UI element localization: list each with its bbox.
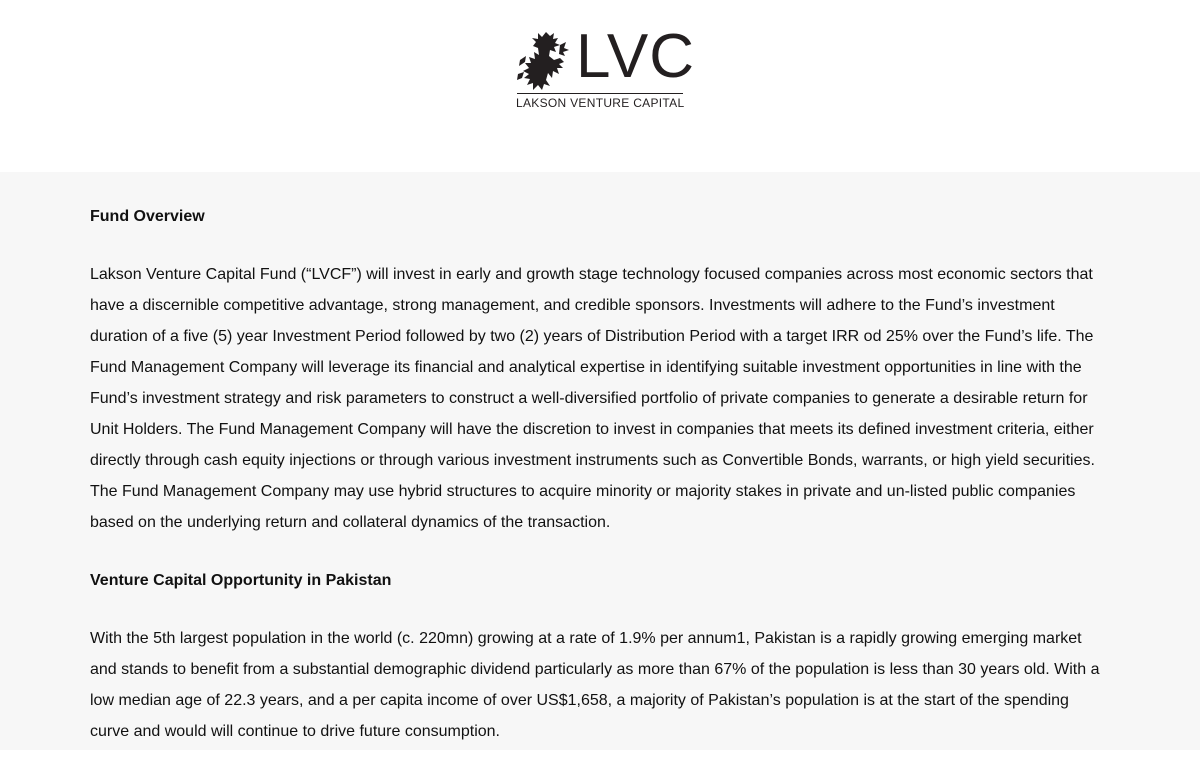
main-content (0, 172, 1200, 750)
logo-wordmark: LVC (576, 22, 696, 91)
section-body-vc-opportunity: With the 5th largest population in the world (c. 220mn) growing at a rate of 1.9% per annum1, Pakistan is a rapidly growing emerging market and stands to benefit from a substantial demographic dividend particularly as more than 67% of the population is less than 30 years old. With a low median age of 22.3 years, and a per capita income of over US$1,658, a majority of Pakistan’s population is at the start of the spending curve and would will continue to drive future consumption. (90, 630, 1100, 740)
lvc-logo[interactable] (516, 22, 696, 112)
logo-divider (517, 93, 683, 94)
article (90, 201, 1110, 774)
lion-rampant-icon (516, 30, 570, 92)
section-body-fund-overview: Lakson Venture Capital Fund (“LVCF”) will invest in early and growth stage technology focused companies across most economic sectors that have a discernible competitive advantage, strong management, and credible sponsors. Investments will adhere to the Fund’s investment duration of a five (5) year Investment Period followed by two (2) years of Distribution Period with a target IRR od 25% over the Fund’s life. The Fund Management Company will leverage its financial and analytical expertise in identifying suitable investment opportunities in line with the Fund’s investment strategy and risk parameters to construct a well-diversified portfolio of private companies to generate a desirable return for Unit Holders. The Fund Management Company will have the discretion to invest in companies that meets its defined investment criteria, either directly through cash equity injections or through various investment instruments such as Convertible Bonds, warrants, or high yield securities. The Fund Management Company may use hybrid structures to acquire minority or majority stakes in private and un-listed public companies based on the underlying return and collateral dynamics of the transaction. (90, 266, 1095, 531)
site-header (0, 0, 1200, 172)
section-heading-vc-opportunity: Venture Capital Opportunity in Pakistan (90, 572, 392, 589)
section-heading-fund-overview: Fund Overview (90, 208, 205, 225)
logo-subtitle: LAKSON VENTURE CAPITAL (516, 96, 685, 110)
